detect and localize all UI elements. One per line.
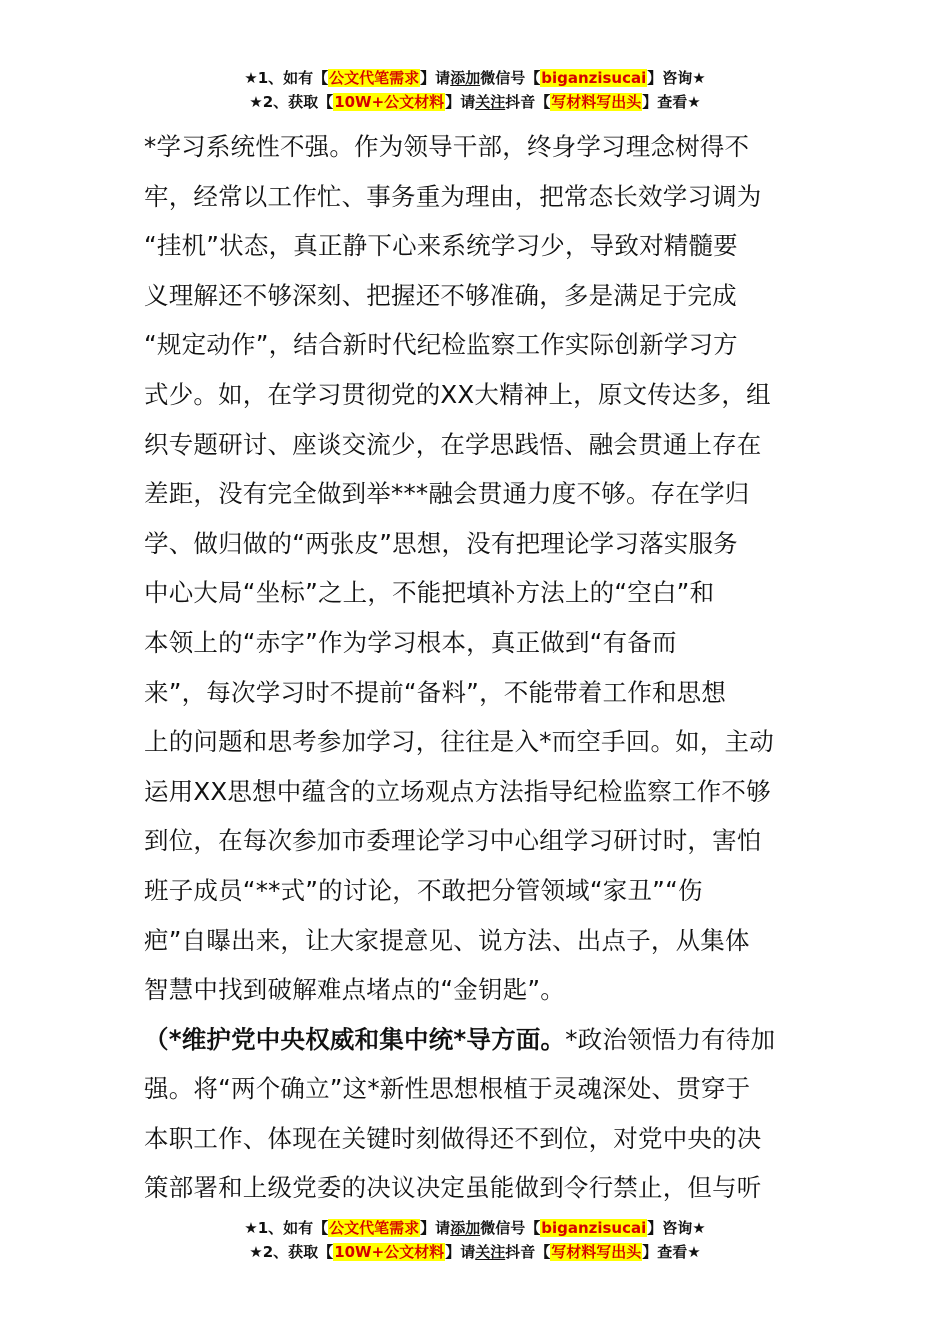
banner-underlined: 添加: [450, 69, 481, 87]
body-line: 牢，经常以工作忙、事务重为理由，把常态长效学习调为: [144, 181, 762, 211]
banner-underlined: 关注: [475, 1243, 506, 1261]
body-line: 义理解还不够深刻、把握还不够准确，多是满足于完成: [144, 280, 737, 310]
body-line: 到位，在每次参加市委理论学习中心组学习研讨时，害怕: [144, 826, 762, 856]
banner-text: ★1、如有【: [244, 1219, 329, 1237]
body-line: 学、做归做的“两张皮”思想，没有把理论学习落实服务: [144, 528, 738, 558]
body-line: 强。将“两个确立”这*新性思想根植于灵魂深处、贯穿于: [144, 1074, 751, 1104]
banner-text: 抖音【: [505, 93, 551, 111]
body-line: 上的问题和思考参加学习，往往是入*而空手回。如，主动: [144, 727, 774, 757]
header-banner: [0, 66, 950, 114]
banner-text: 】请: [420, 69, 451, 87]
banner-highlight: 10W+公文材料: [334, 1243, 445, 1261]
body-line: “挂机”状态，真正静下心来系统学习少，导致对精髓要: [144, 231, 738, 261]
banner-underlined: 关注: [475, 93, 506, 111]
banner-text: ★2、获取【: [249, 93, 334, 111]
banner-highlight: 10W+公文材料: [334, 93, 445, 111]
banner-text: ★1、如有【: [244, 69, 329, 87]
body-line: *学习系统性不强。作为领导干部，终身学习理念树得不: [144, 132, 750, 161]
banner-text: 】请: [445, 93, 476, 111]
body-line: 本职工作、体现在关键时刻做得还不到位，对党中央的决: [144, 1123, 762, 1153]
banner-text: 】请: [445, 1243, 476, 1261]
body-line: 织专题研讨、座谈交流少，在学思践悟、融会贯通上存在: [144, 429, 762, 459]
banner-text: 抖音【: [505, 1243, 551, 1261]
body-line: 式少。如，在学习贯彻党的XX大精神上，原文传达多，组: [144, 379, 771, 409]
section-heading-rest: *政治领悟力有待加: [565, 1024, 776, 1054]
banner-wechat-id: biganzisucai: [541, 1219, 647, 1237]
body-line: 本领上的“赤字”作为学习根本，真正做到“有备而: [144, 627, 677, 657]
banner-highlight: 公文代笔需求: [329, 69, 420, 87]
body-line: 策部署和上级党委的决议决定虽能做到令行禁止，但与听: [144, 1173, 762, 1203]
body-line: 差距，没有完全做到举***融会贯通力度不够。存在学归: [144, 479, 750, 509]
banner-line-2: [0, 90, 950, 114]
section-heading-line: [144, 1015, 806, 1065]
section-heading: （*维护党中央权威和集中统*导方面。: [144, 1024, 566, 1054]
banner-underlined: 添加: [450, 1219, 481, 1237]
banner-text: 微信号【: [480, 69, 541, 87]
banner-line-1: [0, 1216, 950, 1240]
banner-text: ★2、获取【: [249, 1243, 334, 1261]
banner-line-1: [0, 66, 950, 90]
document-body: [144, 122, 806, 1213]
body-line: 智慧中找到破解难点堵点的“金钥匙”。: [144, 975, 565, 1005]
banner-highlight: 公文代笔需求: [329, 1219, 420, 1237]
body-line: 疤”自曝出来，让大家提意见、说方法、出点子，从集体: [144, 925, 750, 955]
banner-douyin-id: 写材料写出头: [551, 1243, 642, 1261]
banner-text: 】请: [420, 1219, 451, 1237]
banner-wechat-id: biganzisucai: [541, 69, 647, 87]
body-line: 班子成员“**式”的讨论，不敢把分管领域“家丑”“伤: [144, 875, 703, 905]
body-line: 运用XX思想中蕴含的立场观点方法指导纪检监察工作不够: [144, 776, 771, 806]
banner-text: 】咨询★: [647, 1219, 706, 1237]
body-line: 中心大局“坐标”之上，不能把填补方法上的“空白”和: [144, 578, 715, 608]
body-line: 来”，每次学习时不提前“备料”，不能带着工作和思想: [144, 677, 727, 707]
footer-banner: [0, 1216, 950, 1264]
banner-text: 】咨询★: [647, 69, 706, 87]
body-line: “规定动作”，结合新时代纪检监察工作实际创新学习方: [144, 330, 738, 360]
banner-text: 】查看★: [642, 1243, 701, 1261]
banner-text: 微信号【: [480, 1219, 541, 1237]
banner-douyin-id: 写材料写出头: [551, 93, 642, 111]
banner-line-2: [0, 1240, 950, 1264]
banner-text: 】查看★: [642, 93, 701, 111]
